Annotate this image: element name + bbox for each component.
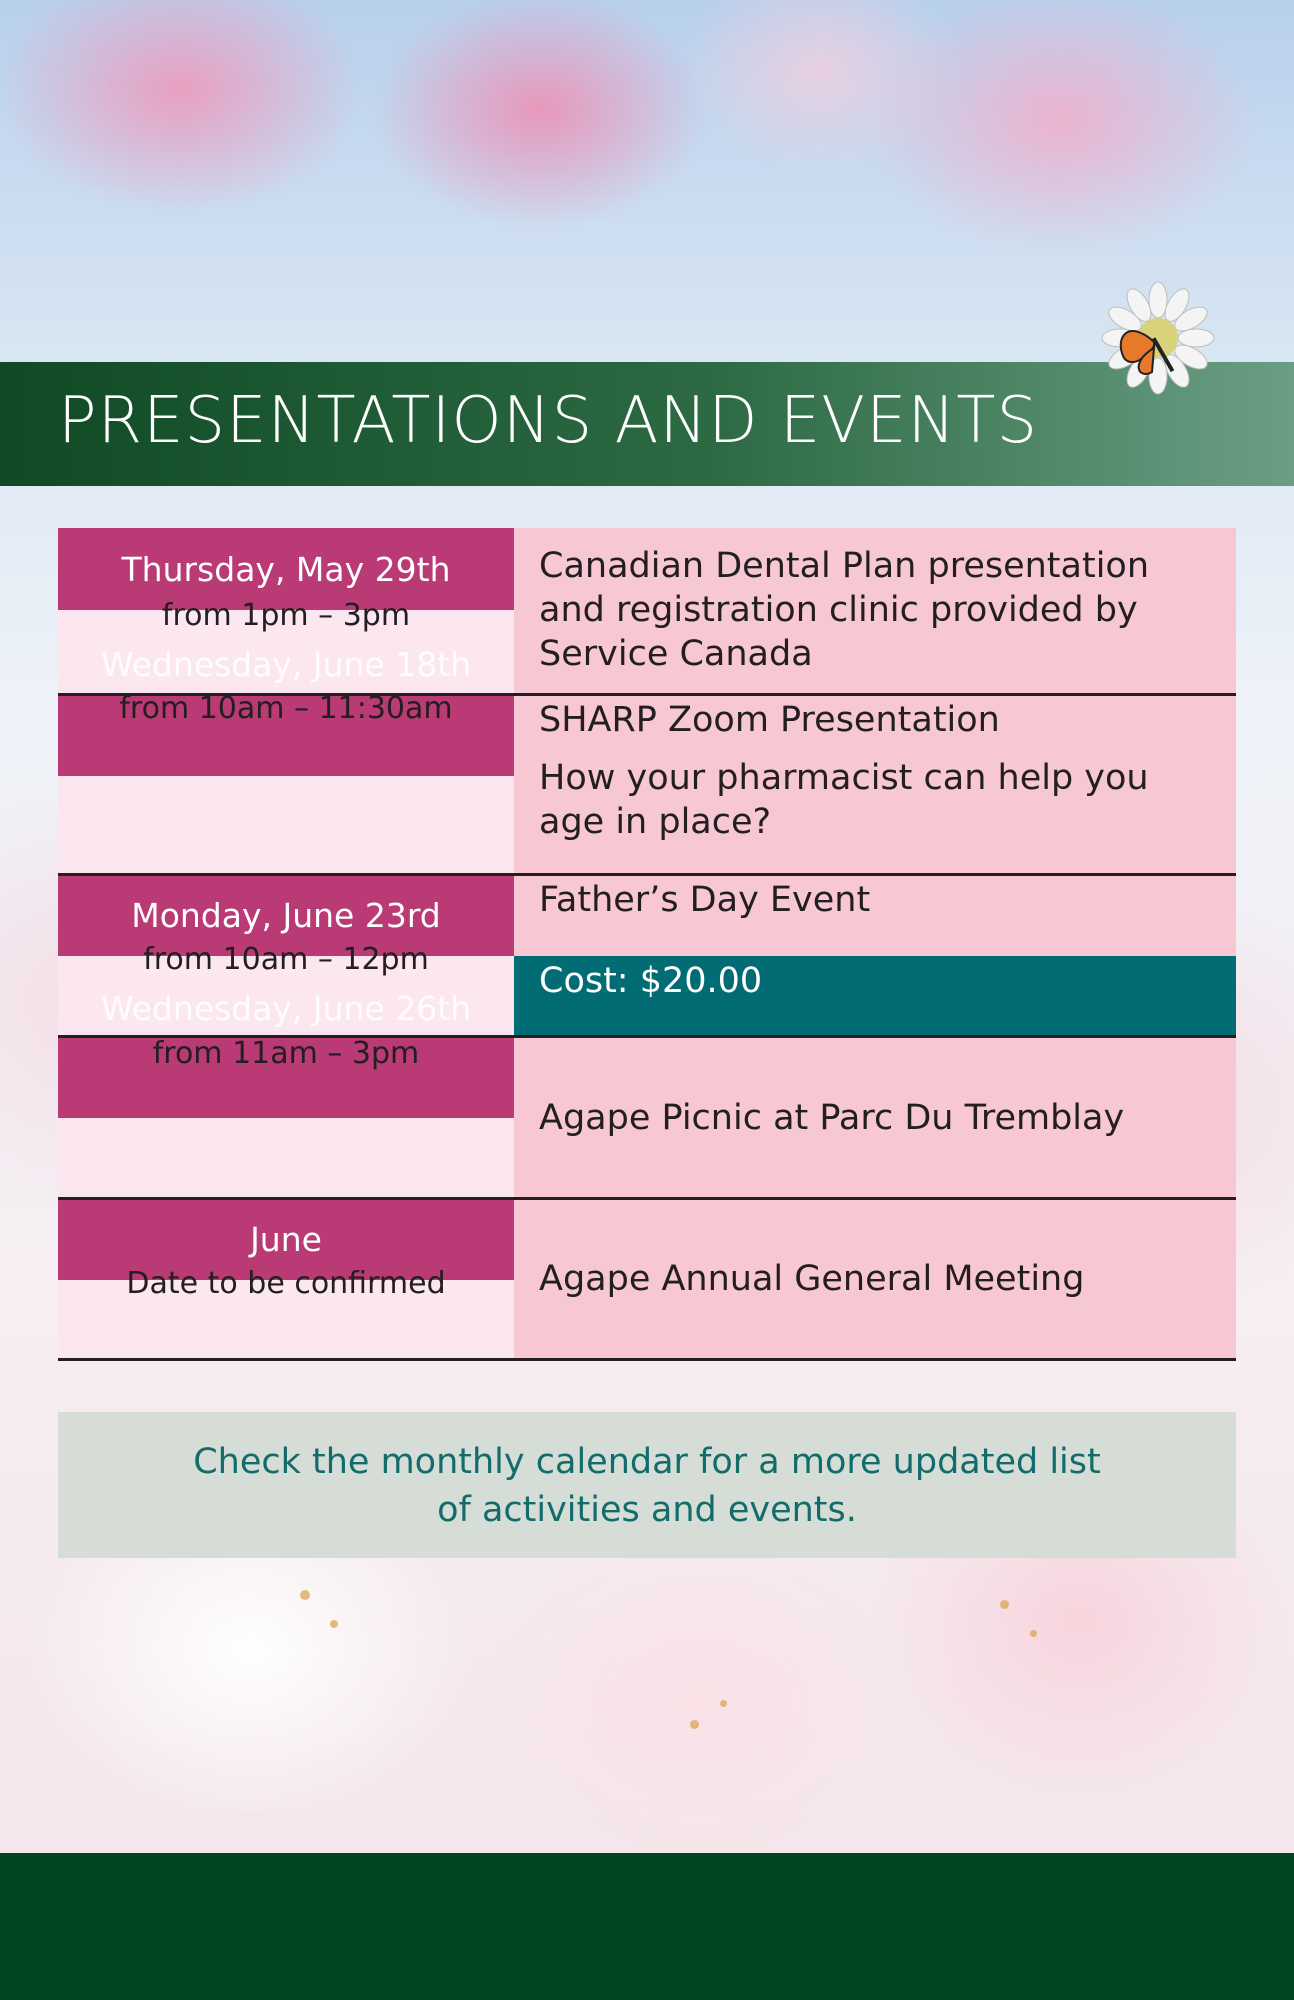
event-time: Date to be confirmed — [126, 1266, 446, 1301]
description-line: Service Canada — [539, 634, 813, 674]
footer-bar — [0, 1853, 1294, 2000]
blossom-decoration — [720, 1700, 727, 1707]
description-line: How your pharmacist can help you — [539, 758, 1149, 798]
page-title: PRESENTATIONS AND EVENTS — [58, 384, 1039, 458]
note-line: Check the monthly calendar for a more updated list — [193, 1442, 1101, 1482]
note-line: of activities and events. — [437, 1490, 857, 1530]
row-divider — [58, 1197, 1236, 1200]
event-description — [539, 756, 1229, 844]
calendar-note — [58, 1438, 1236, 1534]
blossom-decoration — [1030, 1630, 1037, 1637]
event-title: SHARP Zoom Presentation — [539, 700, 1000, 740]
blossom-decoration — [300, 1590, 310, 1600]
agape-logo-icon — [1098, 278, 1218, 398]
event-time: from 1pm – 3pm — [161, 598, 411, 633]
event-date: Monday, June 23rd — [131, 896, 441, 935]
event-time: from 11am – 3pm — [152, 1036, 420, 1071]
description-line: Canadian Dental Plan presentation — [539, 546, 1150, 586]
description-line: age in place? — [539, 802, 772, 842]
event-date: Wednesday, June 26th — [100, 989, 472, 1028]
row-divider — [58, 873, 1236, 876]
event-time: from 10am – 12pm — [143, 942, 429, 977]
row-divider — [58, 1358, 1236, 1361]
blossom-decoration — [1000, 1600, 1009, 1609]
description-line: and registration clinic provided by — [539, 590, 1138, 630]
event-description — [539, 544, 1229, 676]
event-title: Agape Picnic at Parc Du Tremblay — [539, 1098, 1125, 1138]
event-title: Father’s Day Event — [539, 880, 871, 920]
event-date: Wednesday, June 18th — [100, 645, 472, 684]
event-title: Agape Annual General Meeting — [539, 1259, 1085, 1299]
event-cost: Cost: $20.00 — [539, 961, 763, 1001]
event-date: June — [250, 1220, 322, 1259]
blossom-decoration — [330, 1620, 338, 1628]
event-time: from 10am – 11:30am — [119, 691, 453, 726]
blossom-decoration — [690, 1720, 699, 1729]
event-date: Thursday, May 29th — [121, 550, 451, 589]
